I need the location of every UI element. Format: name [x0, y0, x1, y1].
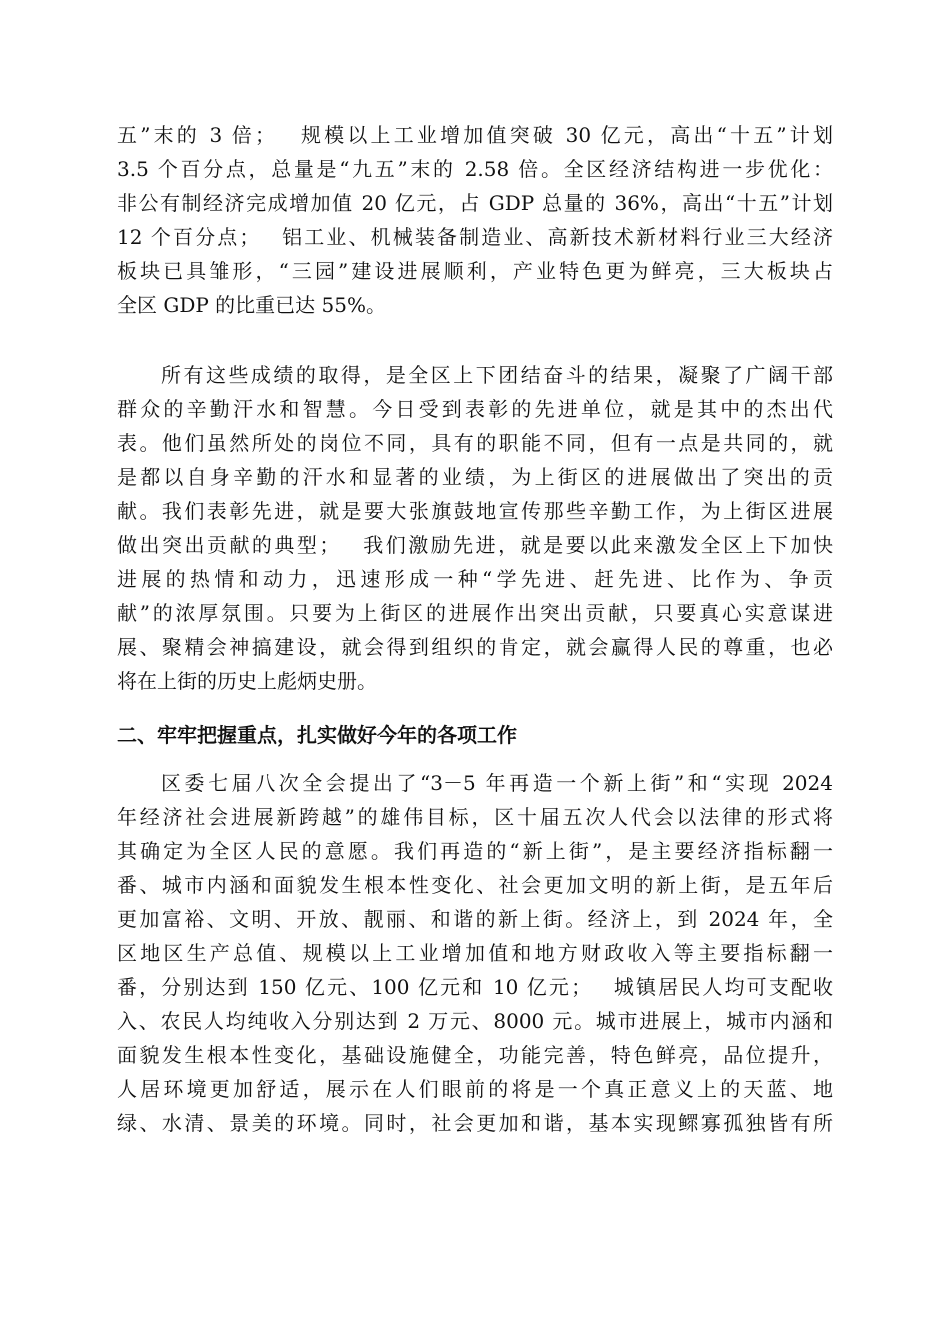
text-line: 番，分别达到 150 亿元、100 亿元和 10 亿元； 城镇居民人均可支配收 — [117, 975, 833, 999]
text-line: 展、聚精会神搞建设，就会得到组织的肯定，就会赢得人民的尊重，也必 — [117, 635, 833, 659]
text-line: 做出突出贡献的典型； 我们激励先进，就是要以此来激发全区上下加快 — [117, 533, 833, 557]
text-line: 非公有制经济完成增加值 20 亿元，占 GDP 总量的 36%，高出“十五”计划 — [117, 191, 833, 215]
text-line: 面貌发生根本性变化，基础设施健全，功能完善，特色鲜亮，品位提升， — [117, 1043, 833, 1067]
text-line: 表。他们虽然所处的岗位不同，具有的职能不同，但有一点是共同的，就 — [117, 431, 833, 455]
text-line: 区地区生产总值、规模以上工业增加值和地方财政收入等主要指标翻一 — [117, 941, 833, 965]
text-line: 更加富裕、文明、开放、靓丽、和谐的新上街。经济上，到 2024 年，全 — [117, 907, 833, 931]
text-line: 将在上街的历史上彪炳史册。 — [117, 669, 377, 693]
text-line: 其确定为全区人民的意愿。我们再造的“新上街”，是主要经济指标翻一 — [117, 839, 833, 863]
text-line: 绿、水清、景美的环境。同时，社会更加和谐，基本实现鳏寡孤独皆有所 — [117, 1111, 833, 1135]
text-line: 区委七届八次全会提出了“3－5 年再造一个新上街”和“实现 2024 — [161, 771, 833, 795]
text-line: 是都以自身辛勤的汗水和显著的业绩，为上街区的进展做出了突出的贡 — [117, 465, 833, 489]
text-line: 年经济社会进展新跨越”的雄伟目标，区十届五次人代会以法律的形式将 — [117, 805, 833, 829]
document-page — [117, 118, 833, 1140]
text-line: 所有这些成绩的取得，是全区上下团结奋斗的结果，凝聚了广阔干部 — [161, 363, 833, 387]
text-line: 进展的热情和动力，迅速形成一种“学先进、赶先进、比作为、争贡 — [117, 567, 833, 591]
heading-gap — [117, 698, 833, 718]
paragraph — [117, 358, 833, 698]
text-line: 献”的浓厚氛围。只要为上街区的进展作出突出贡献，只要真心实意谋进 — [117, 601, 833, 625]
text-line: 番、城市内涵和面貌发生根本性变化、社会更加文明的新上街，是五年后 — [117, 873, 833, 897]
text-line: 全区 GDP 的比重已达 55%。 — [117, 293, 386, 317]
text-line: 五”末的 3 倍； 规模以上工业增加值突破 30 亿元，高出“十五”计划 — [117, 123, 833, 147]
text-line: 入、农民人均纯收入分别达到 2 万元、8000 元。城市进展上，城市内涵和 — [117, 1009, 833, 1033]
text-line: 12 个百分点； 铝工业、机械装备制造业、高新技术新材料行业三大经济 — [117, 225, 833, 249]
heading-gap — [117, 752, 833, 766]
paragraph — [117, 766, 833, 1140]
text-line: 人居环境更加舒适，展示在人们眼前的将是一个真正意义上的天蓝、地 — [117, 1077, 833, 1101]
text-line: 3.5 个百分点，总量是“九五”末的 2.58 倍。全区经济结构进一步优化： — [117, 157, 833, 181]
paragraph — [117, 118, 833, 322]
section-heading: 二、牢牢把握重点，扎实做好今年的各项工作 — [117, 723, 517, 747]
text-line: 板块已具雏形，“三园”建设进展顺利，产业特色更为鲜亮，三大板块占 — [117, 259, 833, 283]
paragraph-gap — [117, 322, 833, 358]
text-line: 献。我们表彰先进，就是要大张旗鼓地宣传那些辛勤工作，为上街区进展 — [117, 499, 833, 523]
text-line: 群众的辛勤汗水和智慧。今日受到表彰的先进单位，就是其中的杰出代 — [117, 397, 833, 421]
